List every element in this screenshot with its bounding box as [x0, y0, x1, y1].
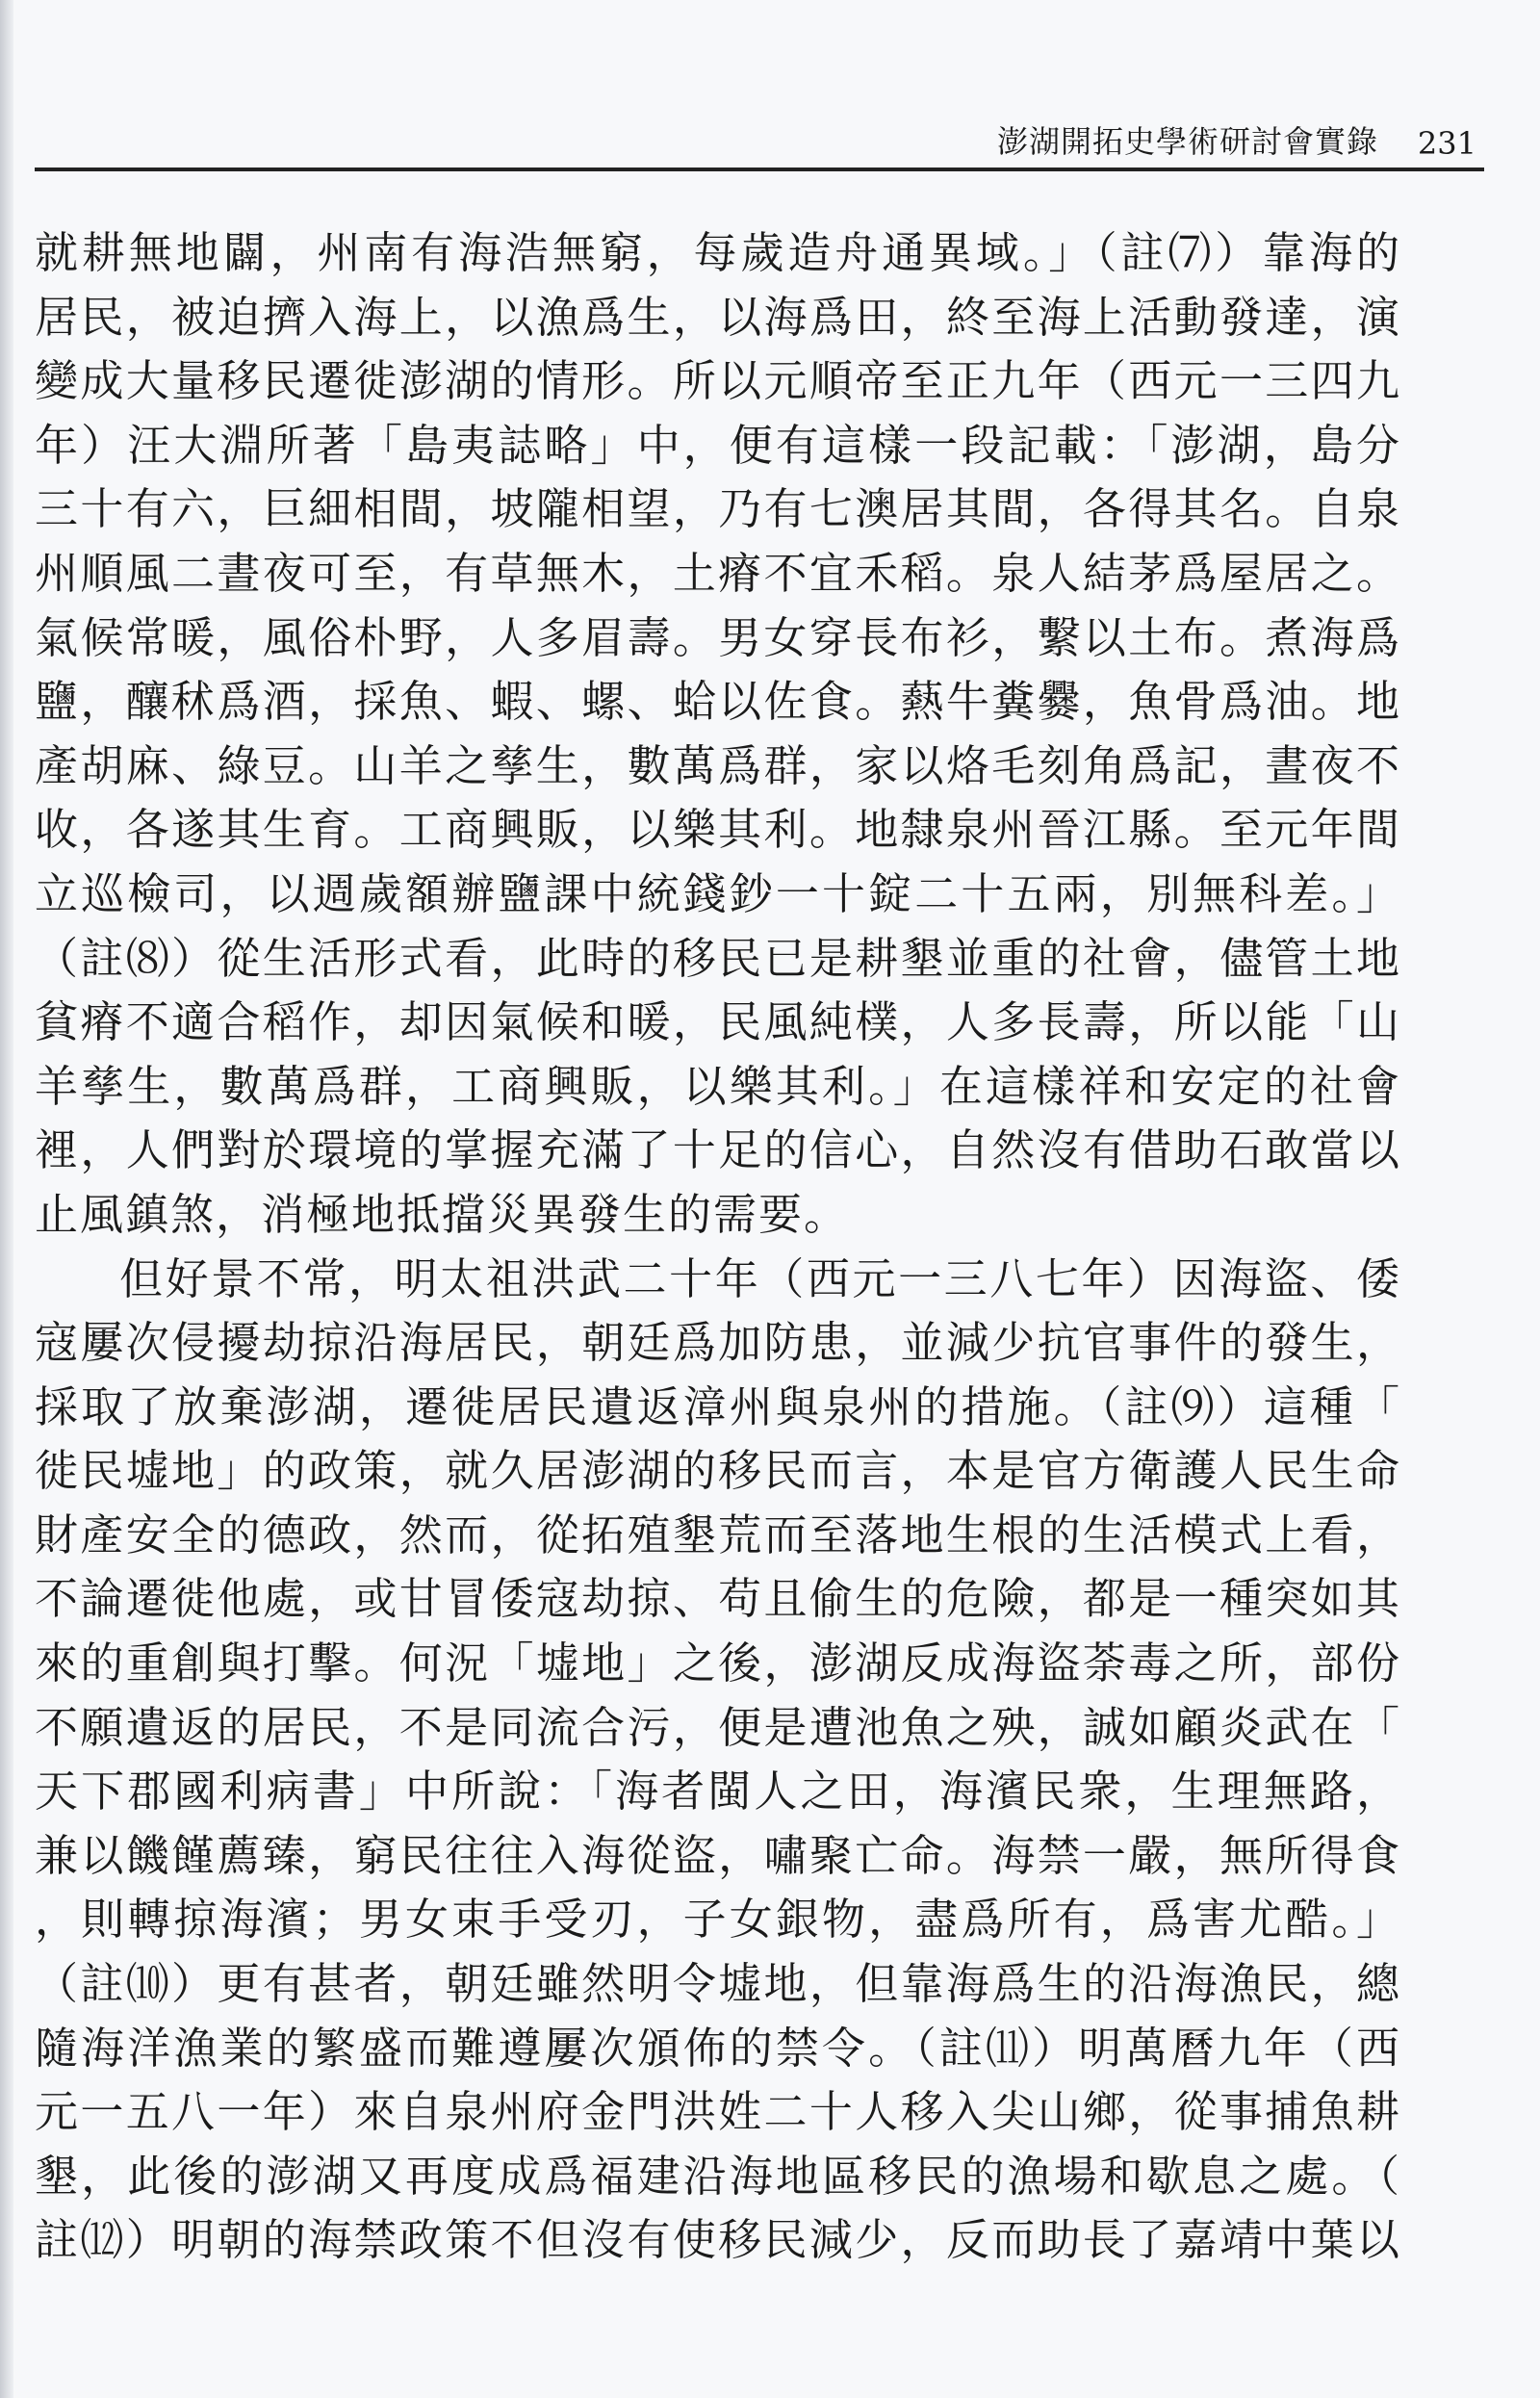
text-line: 徙民墟地」的政策，就久居澎湖的移民而言，本是官方衛護人民生命: [35, 1445, 1401, 1497]
text-line: 氣候常暖，風俗朴野，人多眉壽。男女穿長布衫，繫以土布。煮海爲: [35, 611, 1401, 663]
text-line: 但好景不常，明太祖洪武二十年（西元一三八七年）因海盜、倭: [119, 1252, 1401, 1304]
text-line: 產胡麻、綠豆。山羊之孳生，數萬爲群，家以烙毛刻角爲記，晝夜不: [35, 739, 1401, 791]
text-line: 天下郡國利病書」中所說：「海者閩人之田，海濱民衆，生理無路，: [35, 1766, 1401, 1818]
text-line: 州順風二晝夜可至，有草無木，土瘠不宜禾稻。泉人結茅爲屋居之。: [35, 547, 1401, 599]
page-edge: [0, 0, 13, 2398]
text-line: 鹽，釀秫爲酒，採魚、蝦、螺、蛤以佐食。爇牛糞爨，魚骨爲油。地: [35, 676, 1401, 728]
text-line: 來的重創與打擊。何況「墟地」之後，澎湖反成海盜荼毒之所，部份: [35, 1637, 1401, 1689]
running-title: 澎湖開拓史學術研討會實錄: [996, 123, 1378, 160]
text-line: 不論遷徙他處，或甘冒倭寇劫掠、苟且偷生的危險，都是一種突如其: [35, 1573, 1401, 1625]
text-line: 採取了放棄澎湖，遷徙居民遺返漳州與泉州的措施。（註⑼）這種「: [35, 1380, 1401, 1432]
text-line: 註⑿）明朝的海禁政策不但沒有使移民減少，反而助長了嘉靖中葉以: [35, 2214, 1401, 2266]
text-line: 裡，人們對於環境的掌握充滿了十足的信心，自然沒有借助石敢當以: [35, 1124, 1401, 1176]
text-line: 年）汪大淵所著「島夷誌略」中，便有這樣一段記載：「澎湖，島分: [35, 419, 1401, 471]
text-line: 元一五八一年）來自泉州府金門洪姓二十人移入尖山鄉，從事捕魚耕: [35, 2086, 1401, 2138]
text-line: 三十有六，巨細相間，坡隴相望，乃有七澳居其間，各得其名。自泉: [35, 483, 1401, 535]
text-line: 不願遺返的居民，不是同流合污，便是遭池魚之殃，誠如顧炎武在「: [35, 1701, 1401, 1753]
text-line: （註⑽）更有甚者，朝廷雖然明令墟地，但靠海爲生的沿海漁民，總: [35, 1958, 1401, 2010]
text-line: 止風鎮煞，消極地抵擋災異發生的需要。: [35, 1188, 850, 1240]
text-line: 羊孳生，數萬爲群，工商興販，以樂其利。」在這樣祥和安定的社會: [35, 1060, 1401, 1112]
text-line: 立巡檢司，以週歲額辦鹽課中統錢鈔一十錠二十五兩，別無科差。」: [35, 867, 1401, 919]
text-line: 變成大量移民遷徙澎湖的情形。所以元順帝至正九年（西元一三四九: [35, 355, 1401, 407]
text-line: ，則轉掠海濱；男女束手受刃，子女銀物，盡爲所有，爲害尤酷。」: [35, 1894, 1401, 1946]
text-line: 墾，此後的澎湖又再度成爲福建沿海地區移民的漁場和歇息之處。（: [35, 2150, 1401, 2202]
text-line: 兼以饑饉薦臻，窮民往往入海從盜，嘯聚亡命。海禁一嚴，無所得食: [35, 1829, 1401, 1881]
page-header: [35, 123, 1484, 171]
text-line: 居民，被迫擠入海上，以漁爲生，以海爲田，終至海上活動發達，演: [35, 291, 1401, 343]
text-line: （註⑻）從生活形式看，此時的移民已是耕墾並重的社會，儘管土地: [35, 932, 1401, 984]
text-line: 就耕無地闢，州南有海浩無窮，每歲造舟通異域。」（註⑺）靠海的: [35, 227, 1401, 278]
text-line: 隨海洋漁業的繁盛而難遵屢次頒佈的禁令。（註⑾）明萬曆九年（西: [35, 2022, 1401, 2074]
body-text: [35, 221, 1401, 2273]
text-line: 收，各遂其生育。工商興販，以樂其利。地隸泉州晉江縣。至元年間: [35, 804, 1401, 856]
text-line: 財產安全的德政，然而，從拓殖墾荒而至落地生根的生活模式上看，: [35, 1508, 1401, 1560]
page-number: 231: [1417, 125, 1476, 162]
text-line: 貧瘠不適合稻作，却因氣候和暖，民風純樸，人多長壽，所以能「山: [35, 996, 1401, 1048]
text-line: 寇屢次侵擾劫掠沿海居民，朝廷爲加防患，並減少抗官事件的發生，: [35, 1317, 1401, 1369]
